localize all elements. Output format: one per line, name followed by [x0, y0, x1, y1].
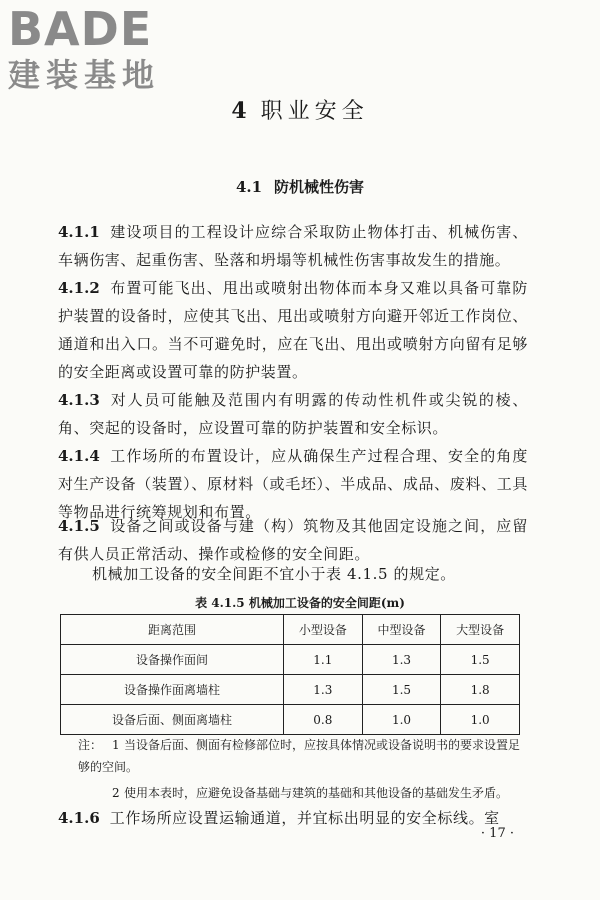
table-title: 表 4.1.5 机械加工设备的安全间距(m) [195, 596, 405, 610]
section-number: 4.1 [235, 178, 263, 196]
table-note-2 [78, 782, 528, 804]
table-row [61, 675, 520, 705]
clause-4-1-2 [58, 274, 528, 386]
clause-text: 工作场所的布置设计，应从确保生产过程合理、安全的角度对生产设备（装置）、原材料（或毛坯）、半成品、成品、废料、工具等物品进行统筹规划和布置。 [58, 447, 528, 521]
clause-4-1-6 [58, 804, 528, 832]
table-cell: 1.8 [441, 675, 520, 705]
clause-text: 布置可能飞出、甩出或喷射出物体而本身又难以具备可靠防护装置的设备时，应使其飞出、甩出或喷射方向避开邻近工作岗位、通道和出入口。当不可避免时，应在飞出、甩出或喷射方向留有足够的安全距离或设置可靠的防护装置。 [58, 279, 528, 381]
table-cell: 1.0 [441, 705, 520, 735]
table-cell: 1.5 [441, 645, 520, 675]
clause-number: 4.1.5 [58, 517, 100, 535]
logo-subtitle: 建装基地 [8, 56, 161, 94]
section-heading [0, 176, 600, 197]
chapter-heading [0, 94, 600, 125]
table-header-cell: 小型设备 [284, 615, 363, 645]
clause-text: 工作场所应设置运输通道，并宜标出明显的安全标线。室 [109, 809, 500, 827]
table-row [61, 645, 520, 675]
clause-number: 4.1.1 [58, 223, 100, 241]
spacing-table [60, 614, 520, 735]
table-header-cell: 大型设备 [441, 615, 520, 645]
section-title: 防机械性伤害 [274, 178, 365, 196]
clause-number: 4.1.2 [58, 279, 100, 297]
chapter-title: 职业安全 [260, 99, 369, 124]
table-cell: 1.3 [362, 645, 441, 675]
note-text: 当设备后面、侧面有检修部位时，应按具体情况或设备说明书的要求设置足够的空间。 [78, 738, 521, 774]
note-text: 使用本表时，应避免设备基础与建筑的基础和其他设备的基础发生矛盾。 [124, 786, 509, 800]
note-number: 1 [112, 738, 120, 752]
clause-4-1-5 [58, 512, 528, 568]
page-number: · 17 · [480, 826, 514, 841]
table-header-cell: 距离范围 [61, 615, 284, 645]
table-cell: 设备后面、侧面离墙柱 [61, 705, 284, 735]
table-reference-text: 机械加工设备的安全间距不宜小于表 4.1.5 的规定。 [92, 565, 456, 583]
clause-4-1-3 [58, 386, 528, 442]
table-cell: 1.5 [362, 675, 441, 705]
note-label: 注： [78, 738, 103, 752]
clause-text: 对人员可能触及范围内有明露的传动性机件或尖锐的棱、角、突起的设备时，应设置可靠的防护装置和安全标识。 [58, 391, 528, 437]
table-header-row [61, 615, 520, 645]
clause-number: 4.1.4 [58, 447, 100, 465]
table-cell: 0.8 [284, 705, 363, 735]
clause-4-1-1 [58, 218, 528, 274]
table-cell: 设备操作面间 [61, 645, 284, 675]
table-row [61, 705, 520, 735]
note-number: 2 [112, 786, 120, 800]
table-cell: 设备操作面离墙柱 [61, 675, 284, 705]
table-cell: 1.0 [362, 705, 441, 735]
clause-number: 4.1.6 [58, 809, 100, 827]
table-header-cell: 中型设备 [362, 615, 441, 645]
clause-text: 设备之间或设备与建（构）筑物及其他固定设施之间，应留有供人员正常活动、操作或检修的安全间距。 [58, 517, 528, 563]
table-cell: 1.1 [284, 645, 363, 675]
chapter-number: 4 [231, 98, 247, 124]
table-note-1 [78, 734, 528, 778]
logo-mark: BADE [8, 2, 153, 56]
clause-number: 4.1.3 [58, 391, 100, 409]
clause-text: 建设项目的工程设计应综合采取防止物体打击、机械伤害、车辆伤害、起重伤害、坠落和坍塌等机械性伤害事故发生的措施。 [58, 223, 528, 269]
table-cell: 1.3 [284, 675, 363, 705]
logo [8, 4, 178, 94]
